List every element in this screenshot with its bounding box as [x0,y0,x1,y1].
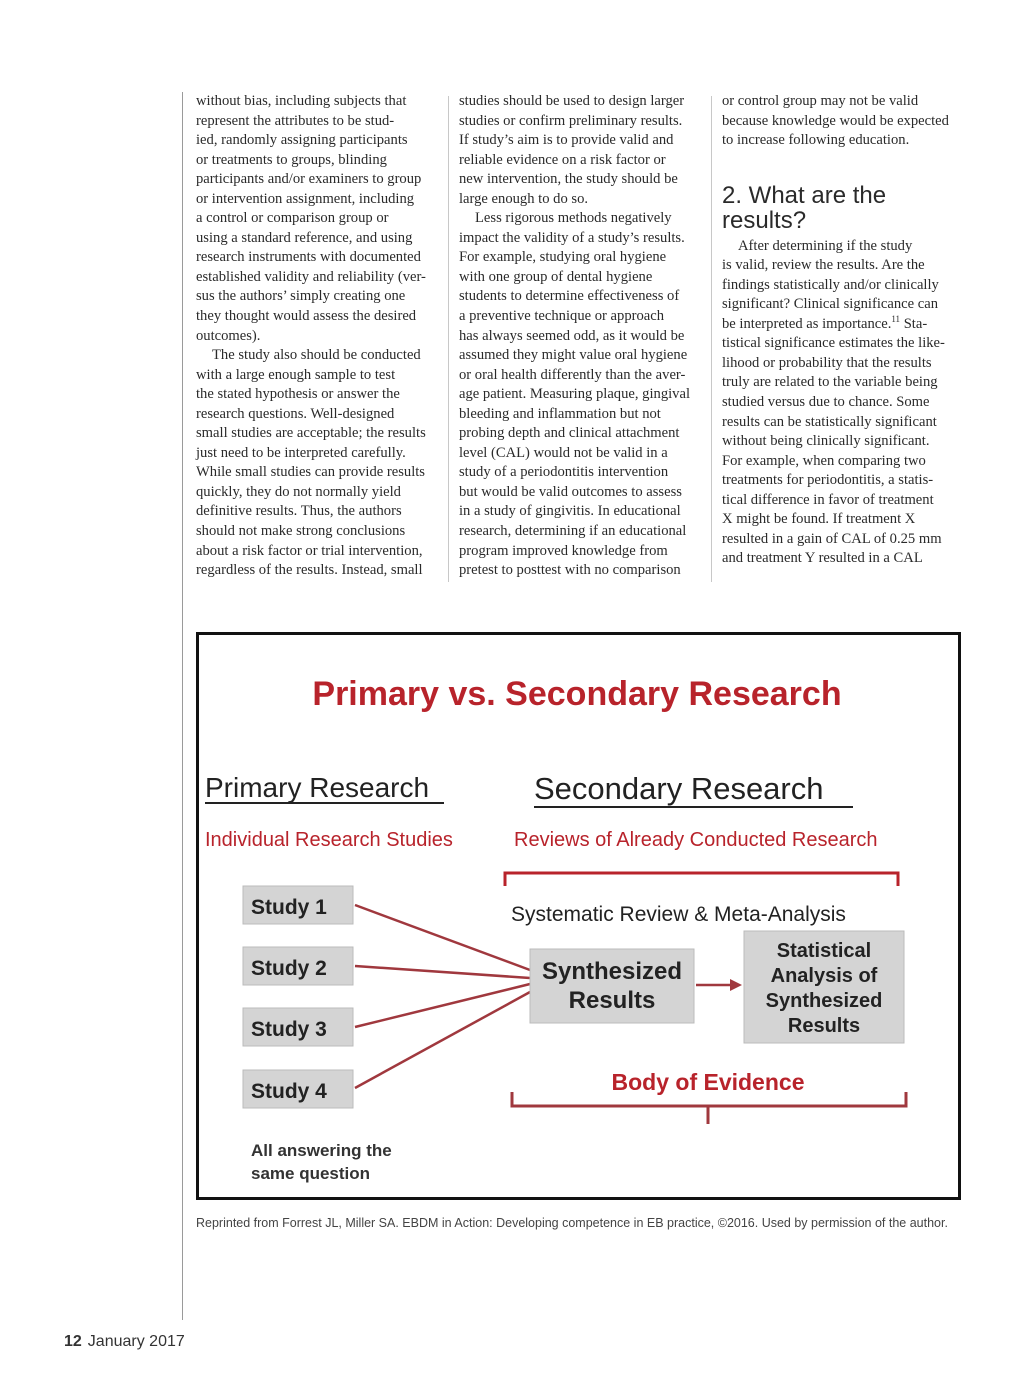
figure-caption: Reprinted from Forrest JL, Miller SA. EBDM in Action: Developing competence in EB practice, ©2016. Used by permission of the author. [196,1216,948,1230]
stat-line-1: Statistical [776,940,872,962]
col1-paragraph-1: without bias, including subjects that represent the attributes to be stud- ied, randomly assigning participants or treatments to groups, blinding participants and/or examiners to group or intervention assignment, including a control or comparison group or using a standard reference, and using research instruments with documented established validity and reliability (ver- sus the authors’ simply creating one they thought would assess the desired outcomes). [196,93,426,344]
text-column-3 [722,92,966,569]
col2-paragraph-1: studies should be used to design larger studies or confirm preliminary results. If study’s aim is to provide valid and reliable evidence on a risk factor or new intervention, the study should be large enough to do so. [459,93,685,207]
study-box-3 [243,1008,353,1046]
study-label: Study 1 [251,896,327,919]
synthesized-line-2: Results [568,987,656,1014]
stat-line-4: Results [787,1015,861,1037]
column-separator [448,96,449,582]
col3-paragraph-1: or control group may not be valid because knowledge would be expected to increase following education. [722,93,949,149]
synthesized-results-box [530,949,694,1023]
study-label: Study 2 [251,957,327,980]
page-footer [64,1333,185,1351]
reference-superscript: 11 [891,313,901,324]
synthesized-line-1: Synthesized [541,958,683,985]
col3-paragraph-2 [722,237,966,569]
left-margin-rule [182,92,183,1320]
figure-diagram [196,632,962,1200]
issue-date: January 2017 [87,1333,185,1350]
col3-paragraph-2a: After determining if the study is valid, review the results. Are the findings statistically and/or clinically significant? Clinical significance can be interpreted as importance. [722,237,939,332]
page-number: 12 [64,1333,82,1350]
col3-paragraph-2b: Sta- tistical significance estimates the like- lihood or probability that the results truly are related to the variable being studied versus due to chance. Some results can be statistically significant without being clinically significant. For example, when comparing two treatments for periodontitis, a statis- tical difference in favor of treatment X might be found. If treatment X resulted in a gain of CAL of 0.25 mm and treatment Y resulted in a CAL [722,315,945,567]
study-box-1 [243,886,353,924]
stat-line-2: Analysis of [770,965,878,987]
figure-title: Primary vs. Secondary Research [312,675,842,713]
text-column-1 [196,92,438,581]
section-heading: 2. What are the results? [722,181,887,234]
body-of-evidence-label: Body of Evidence [611,1069,805,1095]
study-label: Study 3 [251,1018,327,1041]
note-line-1: All answering the [251,1141,392,1160]
statistical-analysis-box [744,931,904,1043]
systematic-review-label: Systematic Review & Meta-Analysis [511,903,846,926]
secondary-research-subtitle: Reviews of Already Conducted Research [514,829,878,851]
stat-line-3: Synthesized [765,990,883,1012]
primary-research-heading: Primary Research [205,772,430,803]
col2-paragraph-2: Less rigorous methods negatively impact the validity of a study’s results. For example, studying oral hygiene with one group of dental hygiene students to determine effectiveness of a preventive technique or approach has always seemed odd, as it would be assumed they might value oral hygiene or oral health differently than the aver- age patient. Measuring plaque, gingival bleeding and inflammation but not probing depth and clinical attachment level (CAL) would not be valid in a study of a periodontitis intervention but would be valid outcomes to assess in a study of gingivitis. In educational research, determining if an educational program improved knowledge from pretest to posttest with no comparison [459,210,690,579]
primary-research-subtitle: Individual Research Studies [205,829,453,851]
secondary-research-heading: Secondary Research [534,771,824,806]
column-separator [711,96,712,582]
study-box-2 [243,947,353,985]
text-column-2 [459,92,701,581]
col1-paragraph-2: The study also should be conducted with a large enough sample to test the stated hypothesis or answer the research questions. Well-designed small studies are acceptable; the results just need to be interpreted carefully. While small studies can provide results quickly, they do not normally yield definitive results. Thus, the authors should not make strong conclusions about a risk factor or trial intervention, regardless of the results. Instead, small [196,347,426,579]
note-line-2: same question [251,1164,371,1183]
study-label: Study 4 [251,1080,327,1103]
study-box-4 [243,1070,353,1108]
